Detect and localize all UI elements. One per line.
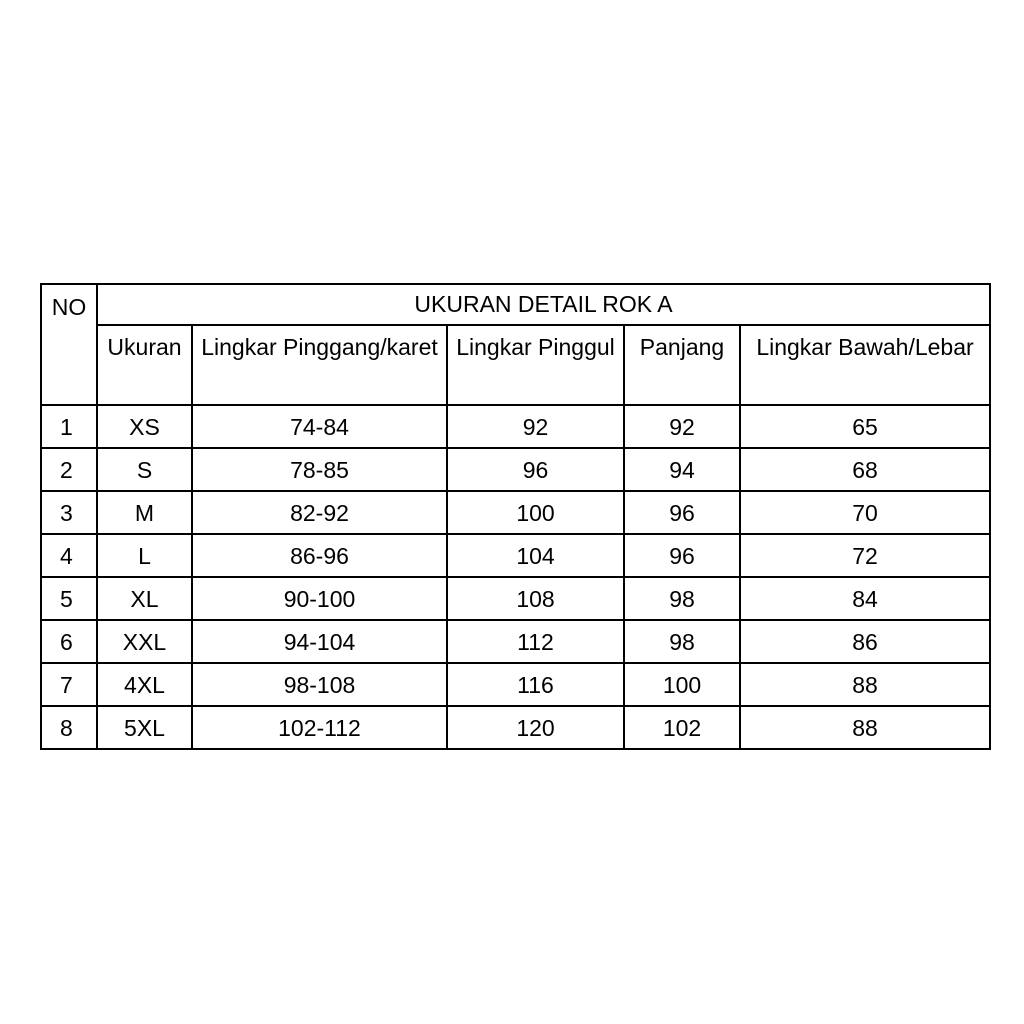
size-cell: XXL <box>97 620 192 663</box>
row-number: 8 <box>41 706 97 749</box>
size-cell: 5XL <box>97 706 192 749</box>
size-chart-table <box>40 283 991 750</box>
column-header-hip: Lingkar Pinggul <box>447 325 624 405</box>
waist-cell: 102-112 <box>192 706 447 749</box>
hip-cell: 92 <box>447 405 624 448</box>
length-cell: 98 <box>624 577 740 620</box>
hip-cell: 120 <box>447 706 624 749</box>
row-number: 2 <box>41 448 97 491</box>
length-cell: 100 <box>624 663 740 706</box>
column-header-row <box>41 325 990 405</box>
table-row <box>41 620 990 663</box>
hip-cell: 100 <box>447 491 624 534</box>
size-cell: 4XL <box>97 663 192 706</box>
hem-cell: 84 <box>740 577 990 620</box>
waist-cell: 78-85 <box>192 448 447 491</box>
waist-cell: 90-100 <box>192 577 447 620</box>
table-row <box>41 706 990 749</box>
row-number: 4 <box>41 534 97 577</box>
row-number: 6 <box>41 620 97 663</box>
waist-cell: 94-104 <box>192 620 447 663</box>
length-cell: 102 <box>624 706 740 749</box>
table-row <box>41 491 990 534</box>
length-cell: 94 <box>624 448 740 491</box>
hem-cell: 70 <box>740 491 990 534</box>
column-header-length: Panjang <box>624 325 740 405</box>
hem-cell: 72 <box>740 534 990 577</box>
table-row <box>41 534 990 577</box>
hem-cell: 65 <box>740 405 990 448</box>
hem-cell: 68 <box>740 448 990 491</box>
no-column-header: NO <box>41 284 97 405</box>
hem-cell: 88 <box>740 706 990 749</box>
row-number: 7 <box>41 663 97 706</box>
waist-cell: 82-92 <box>192 491 447 534</box>
size-cell: XL <box>97 577 192 620</box>
length-cell: 92 <box>624 405 740 448</box>
size-cell: XS <box>97 405 192 448</box>
column-header-hem: Lingkar Bawah/Lebar <box>740 325 990 405</box>
column-header-waist: Lingkar Pinggang/karet <box>192 325 447 405</box>
hip-cell: 96 <box>447 448 624 491</box>
size-cell: M <box>97 491 192 534</box>
table-row <box>41 663 990 706</box>
hip-cell: 108 <box>447 577 624 620</box>
hem-cell: 86 <box>740 620 990 663</box>
row-number: 3 <box>41 491 97 534</box>
row-number: 5 <box>41 577 97 620</box>
length-cell: 96 <box>624 534 740 577</box>
hip-cell: 112 <box>447 620 624 663</box>
table-row <box>41 405 990 448</box>
table-row <box>41 577 990 620</box>
row-number: 1 <box>41 405 97 448</box>
size-cell: S <box>97 448 192 491</box>
hip-cell: 104 <box>447 534 624 577</box>
table-title: UKURAN DETAIL ROK A <box>97 284 990 325</box>
length-cell: 98 <box>624 620 740 663</box>
length-cell: 96 <box>624 491 740 534</box>
size-cell: L <box>97 534 192 577</box>
waist-cell: 86-96 <box>192 534 447 577</box>
hip-cell: 116 <box>447 663 624 706</box>
waist-cell: 74-84 <box>192 405 447 448</box>
waist-cell: 98-108 <box>192 663 447 706</box>
table-row <box>41 448 990 491</box>
hem-cell: 88 <box>740 663 990 706</box>
column-header-size: Ukuran <box>97 325 192 405</box>
table-title-row <box>41 284 990 325</box>
